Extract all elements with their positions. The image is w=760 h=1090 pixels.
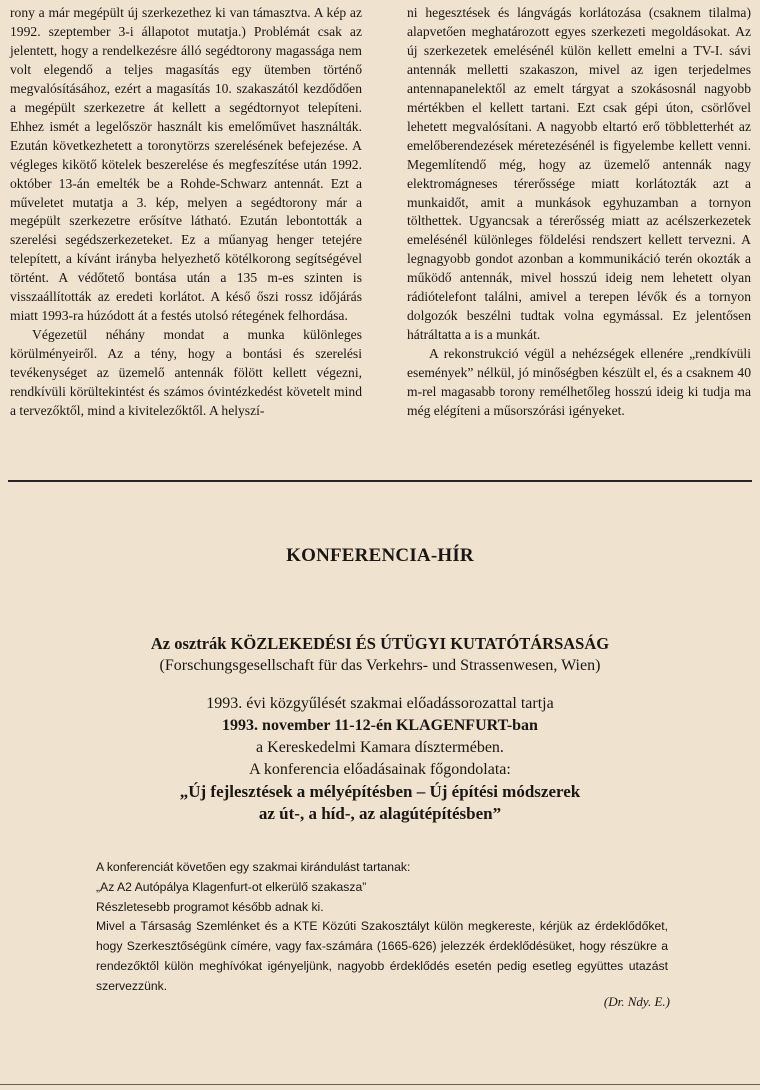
- additional-info: [96, 858, 668, 997]
- organizer-name: Az osztrák KÖZLEKEDÉSI ÉS ÚTÜGYI KUTATÓTÁRSASÁG: [150, 634, 610, 653]
- article-columns: [0, 0, 760, 456]
- article-right-column: [407, 4, 751, 421]
- organizer-block: [0, 633, 760, 677]
- signature: (Dr. Ndy. E.): [603, 994, 670, 1009]
- left-paragraph-2: Végezetül néhány mondat a munka különleges körülményeiről. Az a tény, hogy a bontási és szerelési tevékenységet az üzemelő antennák fölött kellett végezni, rendkívüli körültekintést és számos óvintézkedést követelt mind a tervezőktől, mind a kivitelezőktől. A helyszí-: [10, 327, 362, 419]
- event-theme-line-2: az út-, a híd-, az alagútépítésben”: [258, 804, 502, 823]
- organizer-german-name: (Forschungsgesellschaft für das Verkehrs- und Strassenwesen, Wien): [159, 657, 601, 674]
- right-paragraph-2: A rekonstrukció végül a nehézségek ellenére „rendkívüli események” nélkül, jó minőségben készült el, és a csaknem 40 m-rel magasabb torony remélhetőleg hosszú ideig ki tudja ma még elégíteni a műsorszórási igényeket.: [407, 346, 751, 419]
- event-theme-intro: A konferencia előadásainak főgondolata:: [249, 761, 511, 778]
- info-program-note: Részletesebb programot később adnak ki.: [96, 899, 324, 914]
- info-excursion-title: „Az A2 Autópálya Klagenfurt-ot elkerülő szakasza”: [96, 879, 367, 894]
- page-bottom-border: [0, 1084, 760, 1085]
- info-contact-request: Mivel a Társaság Szemlénket és a KTE Közúti Szakosztályt külön megkereste, kérjük az érdeklődőket, hogy Szerkesztőségünk címére, vagy fax-számára (1665-626) jelezzék érdeklődésüket, hogy részükre a rendezőktől külön meghívókat igényeljünk, nagyobb érdeklődés esetén pedig esetleg együttes utazást szervezzünk.: [96, 919, 668, 993]
- event-line-general-assembly: 1993. évi közgyűlését szakmai előadássorozattal tartja: [206, 695, 554, 712]
- article-left-column: [10, 4, 362, 421]
- section-divider: [8, 480, 752, 482]
- event-venue: a Kereskedelmi Kamara dísztermében.: [256, 739, 504, 756]
- event-date-location: 1993. november 11-12-én KLAGENFURT-ban: [222, 717, 538, 734]
- notice-title: KONFERENCIA-HÍR: [286, 545, 474, 566]
- right-paragraph-1: ni hegesztések és lángvágás korlátozása (csaknem tilalma) alapvetően meghatározott egyes szerkezeti megoldásokat. Az új szerkezetek emelésénél külön kellett emelni a TV-I. sávi antennák melletti szakaszon, mivel az igen terjedelmes antennapanelektől az emelt tárgyat a szokásosnál nagyobb mértékben el kellett tartani. Ezt csak gépi úton, csörlővel lehetett megvalósítani. A nagyobb eltartó erő többletterhét az emelőberendezések méretezésénél is figyelembe kellett venni. Megemlítendő még, hogy az üzemelő antennák nagy elektromágneses térerőssége miatt korlátozták azt a munkaidőt, amit a munkások egyhuzamban a tornyon tölthettek. Ugyancsak a térerősség miatt az acélszerkezetek emelésénél különleges földelési rendszert kellett tervezni. A legnagyobb gondot azonban a kommunikáció terén okozták a működő antennák, mivel hosszú ideig nem lehetett olyan rádiótelefont találni, amivel a terepen lévők és a tornyon dolgozók beszélni tudtak volna egymással. Ez jelentősen hátráltatta a is a munkát.: [407, 5, 751, 343]
- info-excursion-intro: A konferenciát követően egy szakmai kirándulást tartanak:: [96, 860, 411, 874]
- event-details: [0, 693, 760, 825]
- left-paragraph-1: rony a már megépült új szerkezethez ki van támasztva. A kép az 1992. szeptember 3-i állapotot mutatja.) Problémát csak az jelentett, hogy a rendelkezésre álló segédtorony magassága nem volt elegendő a teljes magasítás egy ütemben történő megvalósításához, ezért a magasítás 10. szakaszától kezdődően a megépült szerkezetre át kellett a segédtornyot telepíteni. Ehhez ismét a legelőször használt kis emelőművet használták. Ezután következhetett a toronytörzs szerelésének befejezése. A végleges kikötő kötelek beszerelése és megfeszítése után 1992. október 13-án emelték be a Rohde-Schwarz antennát. Ezt a műveletet mutatja a 3. kép, melyen a segédtorony már a megépült szerkezetre erősítve látható. Ezután lebontották a szerelési segédszerkezeteket. Ez a műanyag henger tetejére telepített, a kívánt irányba helyezhető kötélkorong segítségével történt. A védőtető bontása után a 135 m-es szinten is visszaállították az eredeti korlátot. A késő őszi rossz időjárás miatt 1993-ra húzódott át a festés utolsó rétegének felhordása.: [10, 5, 362, 324]
- event-theme-line-1: „Új fejlesztések a mélyépítésben – Új építési módszerek: [179, 782, 581, 801]
